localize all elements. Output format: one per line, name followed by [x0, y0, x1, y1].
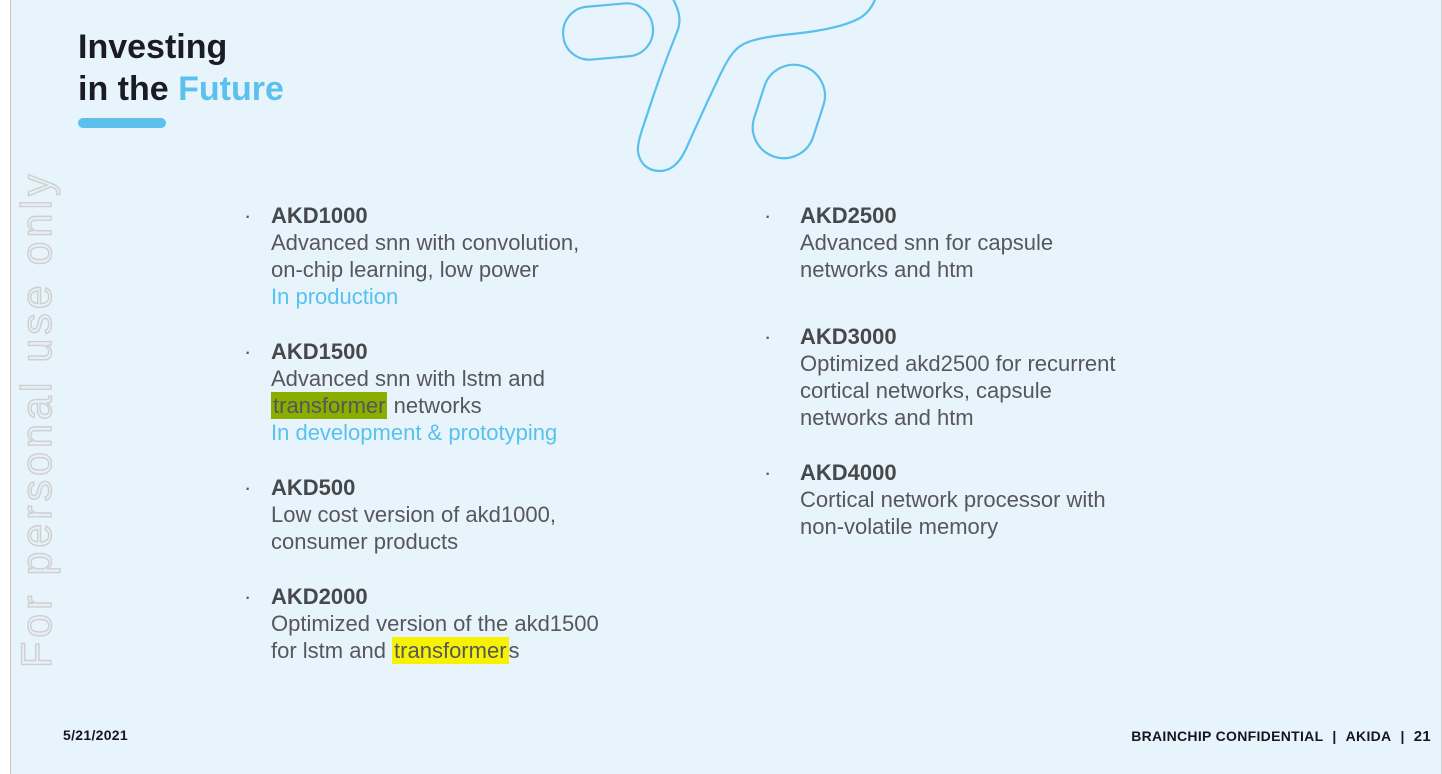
- product-text: [271, 583, 704, 664]
- product-desc-line: [271, 392, 704, 419]
- product-desc-line: Optimized version of the akd1500: [271, 611, 599, 636]
- bullet-dot: ·: [244, 475, 252, 500]
- product-text: [800, 459, 1234, 540]
- product-label: AKIDA: [1345, 728, 1392, 744]
- product-desc-line: Optimized akd2500 for recurrent: [800, 351, 1116, 376]
- page-title: [78, 26, 284, 110]
- product-name: AKD1500: [271, 339, 368, 364]
- bullet-dot: ·: [764, 460, 772, 485]
- desc-pre: for lstm and: [271, 638, 393, 663]
- product-column-right: [764, 202, 1234, 568]
- product-name: AKD2500: [800, 203, 897, 228]
- product-item-akd1500: [244, 338, 704, 446]
- desc-rest: s: [508, 638, 520, 663]
- product-status: In development & prototyping: [271, 420, 558, 445]
- bullet-dot: ·: [764, 203, 772, 228]
- product-name: AKD4000: [800, 460, 897, 485]
- product-desc-line: Advanced snn with convolution,: [271, 230, 580, 255]
- product-desc-line: Advanced snn with lstm and: [271, 366, 545, 391]
- product-desc-line: consumer products: [271, 529, 459, 554]
- bullet-dot: ·: [764, 324, 772, 349]
- product-text: [800, 323, 1234, 431]
- footer-date: 5/21/2021: [63, 727, 128, 743]
- product-item-akd2000: [244, 583, 704, 664]
- product-desc-line: non-volatile memory: [800, 514, 999, 539]
- product-desc-line: networks and htm: [800, 405, 974, 430]
- product-column-left: [244, 202, 704, 692]
- product-name: AKD1000: [271, 203, 368, 228]
- desc-rest: networks: [387, 393, 482, 418]
- product-name: AKD2000: [271, 584, 368, 609]
- footer-separator: |: [1332, 728, 1337, 744]
- bullet-dot: ·: [244, 203, 252, 228]
- product-text: [800, 202, 1234, 283]
- product-item-akd1000: [244, 202, 704, 310]
- product-desc-line: Advanced snn for capsule: [800, 230, 1054, 255]
- confidential-label: BRAINCHIP CONFIDENTIAL: [1131, 728, 1324, 744]
- title-line1: Investing: [78, 28, 228, 66]
- footer-confidential: [1131, 728, 1431, 745]
- title-line2-accent: Future: [178, 70, 284, 108]
- product-item-akd500: [244, 474, 704, 555]
- product-text: [271, 474, 704, 555]
- product-item-akd4000: [764, 459, 1234, 540]
- product-desc-line: Low cost version of akd1000,: [271, 502, 556, 527]
- product-desc-line: networks and htm: [800, 257, 974, 282]
- product-desc-line: on-chip learning, low power: [271, 257, 539, 282]
- product-text: [271, 338, 704, 446]
- product-desc-line: cortical networks, capsule: [800, 378, 1052, 403]
- product-item-akd3000: [764, 323, 1234, 431]
- bullet-dot: ·: [244, 339, 252, 364]
- product-name: AKD3000: [800, 324, 897, 349]
- product-status: In production: [271, 284, 399, 309]
- bullet-dot: ·: [244, 584, 252, 609]
- title-underline: [78, 118, 166, 128]
- product-name: AKD500: [271, 475, 356, 500]
- footer-separator: |: [1400, 728, 1405, 744]
- neural-loop-decoration-icon: [541, 0, 901, 180]
- product-desc-line: [271, 637, 704, 664]
- product-desc-line: Cortical network processor with: [800, 487, 1106, 512]
- product-item-akd2500: [764, 202, 1234, 283]
- product-text: [271, 202, 704, 310]
- page-number: 21: [1413, 728, 1431, 745]
- highlight-transformer-olive: transformer: [273, 393, 386, 418]
- slide-background: [10, 0, 1442, 774]
- watermark-text: For personal use only: [13, 170, 61, 668]
- title-line2-dark: in the: [78, 70, 179, 108]
- highlight-transformer-yellow: transformer: [394, 638, 507, 663]
